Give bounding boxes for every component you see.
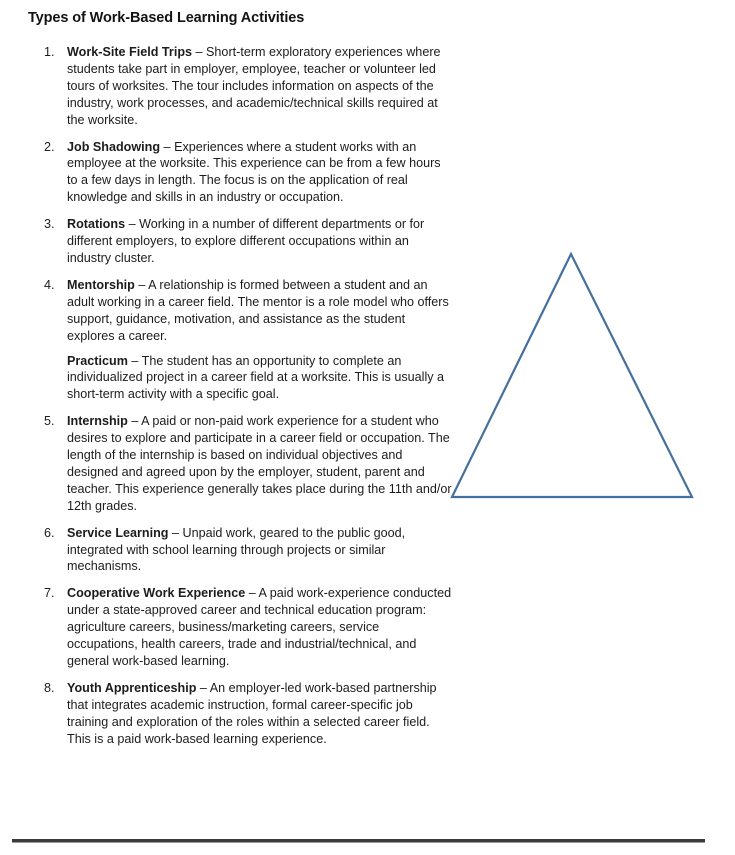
list-item-number: 8. <box>44 680 55 695</box>
page-title: Types of Work-Based Learning Activities <box>28 10 305 26</box>
list-item-term: Job Shadowing <box>67 139 161 154</box>
footer-divider <box>12 839 705 843</box>
list-item-term: Service Learning <box>67 525 169 540</box>
list-item-term: Work-Site Field Trips <box>67 45 193 59</box>
list-item <box>0 585 452 670</box>
list-item-number: 3. <box>44 217 55 232</box>
list-item-body: – Experiences where a student works with an employee at the worksite. This experience can be from a few hours to a few days in length. The focus is on the application of real knowledge and skills in an industry or occupation. <box>67 139 441 205</box>
triangle-outline-icon <box>452 254 692 497</box>
practicum-paragraph <box>0 353 452 404</box>
list-item-number: 1. <box>44 45 55 59</box>
list-item-term: Mentorship <box>67 277 135 292</box>
triangle-diagram <box>443 245 703 510</box>
list-item-number: 4. <box>44 277 55 292</box>
list-item-number: 2. <box>44 139 55 154</box>
list-item <box>0 139 452 207</box>
practicum-body: – The student has an opportunity to complete an individualized project in a career field at a worksite. This is usually a short-term activity with a specific goal. <box>67 353 445 402</box>
activities-list <box>0 44 452 758</box>
list-item-body: – Short-term exploratory experiences where students take part in employer, employee, teacher or volunteer led tours of worksites. The tour includes information on aspects of the industry, work processes, and academic/technical skills required at the worksite. <box>67 45 441 127</box>
list-item-term: Cooperative Work Experience <box>67 586 246 601</box>
list-item <box>0 277 452 345</box>
list-item-body: – A paid or non-paid work experience for a student who desires to explore and participate in a career field or occupation. The length of the internship is based on individual objectives and designed and agreed upon by the employer, student, parent and teacher. This experience generally takes place during the 11th and/or 12th grades. <box>67 414 452 513</box>
list-item <box>0 413 452 514</box>
list-item-number: 6. <box>44 525 55 540</box>
practicum-term: Practicum <box>67 353 128 368</box>
list-item-body: – A relationship is formed between a student and an adult working in a career field. The mentor is a role model who offers support, guidance, motivation, and assistance as the student explores a career. <box>67 277 449 343</box>
list-item-body: – Working in a number of different departments or for different employers, to explore different occupations within an industry cluster. <box>67 217 425 265</box>
list-item-term: Youth Apprenticeship <box>67 680 197 695</box>
list-item-term: Rotations <box>67 217 126 232</box>
list-item-term: Internship <box>67 414 128 429</box>
list-item-body: – An employer-led work-based partnership that integrates academic instruction, formal career-specific job training and exploration of the roles within a selected career field. This is a paid work-based learning experience. <box>67 680 437 746</box>
list-item-number: 5. <box>44 414 55 429</box>
list-item-body: – A paid work-experience conducted under a state-approved career and technical education program: agriculture careers, business/marketing careers, service occupations, health careers, trade and industrial/technical, and general work-based learning. <box>67 586 452 668</box>
list-item <box>0 680 452 748</box>
list-item-body: – Unpaid work, geared to the public good, integrated with school learning through projects or similar mechanisms. <box>67 525 406 574</box>
list-item <box>0 216 452 267</box>
list-item <box>0 525 452 576</box>
list-item <box>0 44 452 129</box>
list-item-number: 7. <box>44 586 55 601</box>
